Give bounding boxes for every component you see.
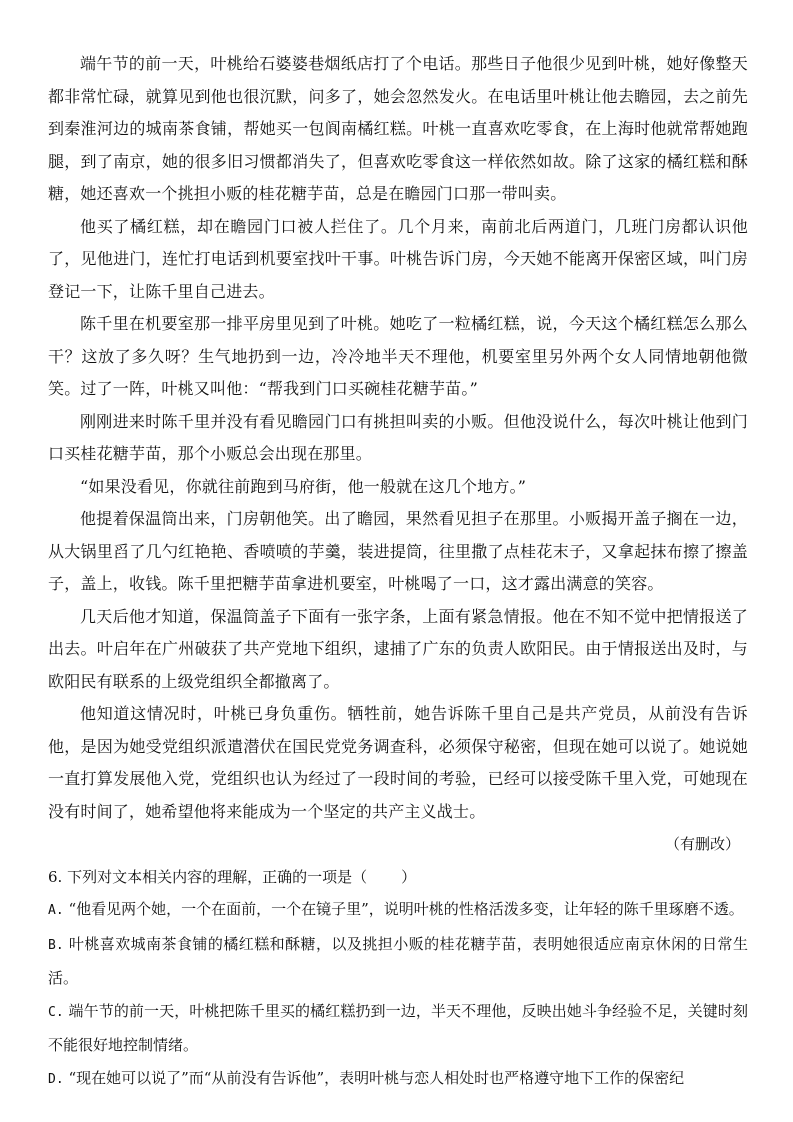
option-b: [48, 928, 748, 995]
option-text: 叶桃喜欢城南茶食铺的橘红糕和酥糖，以及挑担小贩的桂花糖芋苗，表明她很适应南京休闲的日常生活。: [48, 934, 748, 987]
document-page: [48, 48, 748, 1096]
option-a: [48, 893, 748, 928]
passage-paragraph-2: 他买了橘红糕，却在瞻园门口被人拦住了。几个月来，南前北后两道门，几班门房都认识他了，见他进门，连忙打电话到机要室找叶干事。叶桃告诉门房，今天她不能离开保密区域，叫门房登记一下，让陈千里自己进去。: [48, 216, 748, 301]
passage-paragraph-8: 他知道这情况时，叶桃已身负重伤。牺牲前，她告诉陈千里自己是共产党员，从前没有告诉他，是因为她受党组织派遣潜伏在国民党党务调查科，必须保守秘密，但现在她可以说了。她说她一直打算发展他入党，党组织也认为经过了一段时间的考验，已经可以接受陈千里入党，可她现在没有时间了，她希望他将来能成为一个坚定的共产主义战士。: [48, 704, 748, 821]
passage-paragraph-1: 端午节的前一天，叶桃给石婆婆巷烟纸店打了个电话。那些日子他很少见到叶桃，她好像整天都非常忙碌，就算见到他也很沉默，问多了，她会忽然发火。在电话里叶桃让他去瞻园，去之前先到秦淮河边的城南茶食铺，帮她买一包阆南橘红糕。叶桃一直喜欢吃零食，在上海时他就常帮她跑腿，到了南京，她的很多旧习惯都消失了，但喜欢吃零食这一样依然如故。除了这家的橘红糕和酥糖，她还喜欢一个挑担小贩的桂花糖芋苗，总是在瞻园门口那一带叫卖。: [48, 54, 748, 203]
option-text: 端午节的前一天，叶桃把陈千里买的橘红糕扔到一边，半天不理他，反映出她斗争经验不足，关键时刻不能很好地控制情绪。: [48, 1001, 748, 1054]
question-stem-close: ）: [401, 867, 417, 886]
question-stem: [48, 861, 748, 894]
option-text: “他看见两个她，一个在面前，一个在镜子里”，说明叶桃的性格活泼多变，让年轻的陈千里琢磨不透。: [68, 900, 744, 918]
question-stem-text: 6. 下列对文本相关内容的理解，正确的一项是（: [48, 867, 368, 886]
passage-paragraph-7: 几天后他才知道，保温筒盖子下面有一张字条，上面有紧急情报。他在不知不觉中把情报送了出去。叶启年在广州破获了共产党地下组织，逮捕了广东的负责人欧阳民。由于情报送出及时，与欧阳民有联系的上级党组织全都撤离了。: [48, 606, 748, 691]
source-note: （有删改）: [664, 835, 740, 853]
option-letter: D.: [48, 1071, 64, 1087]
option-c: [48, 995, 748, 1062]
option-d: [48, 1062, 748, 1097]
option-letter: C.: [48, 1004, 64, 1020]
option-letter: A.: [48, 903, 64, 918]
passage-paragraph-6: 他提着保温筒出来，门房朝他笑。出了瞻园，果然看见担子在那里。小贩揭开盖子搁在一边，从大锅里舀了几勺红艳艳、香喷喷的芋羹，装进提筒，往里撒了点桂花末子，又拿起抹布擦了擦盖子，盖上，收钱。陈千里把糖芋苗拿进机要室，叶桃喝了一口，这才露出满意的笑容。: [48, 509, 748, 593]
passage-paragraph-5: “如果没看见，你就往前跑到马府街，他一般就在这几个地方。”: [80, 476, 527, 496]
option-text: “现在她可以说了”而“从前没有告诉他”，表明叶桃与恋人相处时也严格遵守地下工作的保密纪: [68, 1068, 685, 1087]
question-6: [48, 861, 748, 1097]
passage-paragraph-4: 刚刚进来时陈千里并没有看见瞻园门口有挑担叫卖的小贩。但他没说什么，每次叶桃让他到门口买桂花糖芋苗，那个小贩总会出现在那里。: [48, 411, 748, 463]
passage: [48, 48, 748, 861]
option-letter: B.: [48, 937, 64, 953]
passage-paragraph-3: 陈千里在机要室那一排平房里见到了叶桃。她吃了一粒橘红糕，说，今天这个橘红糕怎么那么干？这放了多久呀？生气地扔到一边，冷冷地半天不理他，机要室里另外两个女人同情地朝他微笑。过了一阵，叶桃又叫他：“帮我到门口买碗桂花糖芋苗。”: [48, 314, 748, 398]
